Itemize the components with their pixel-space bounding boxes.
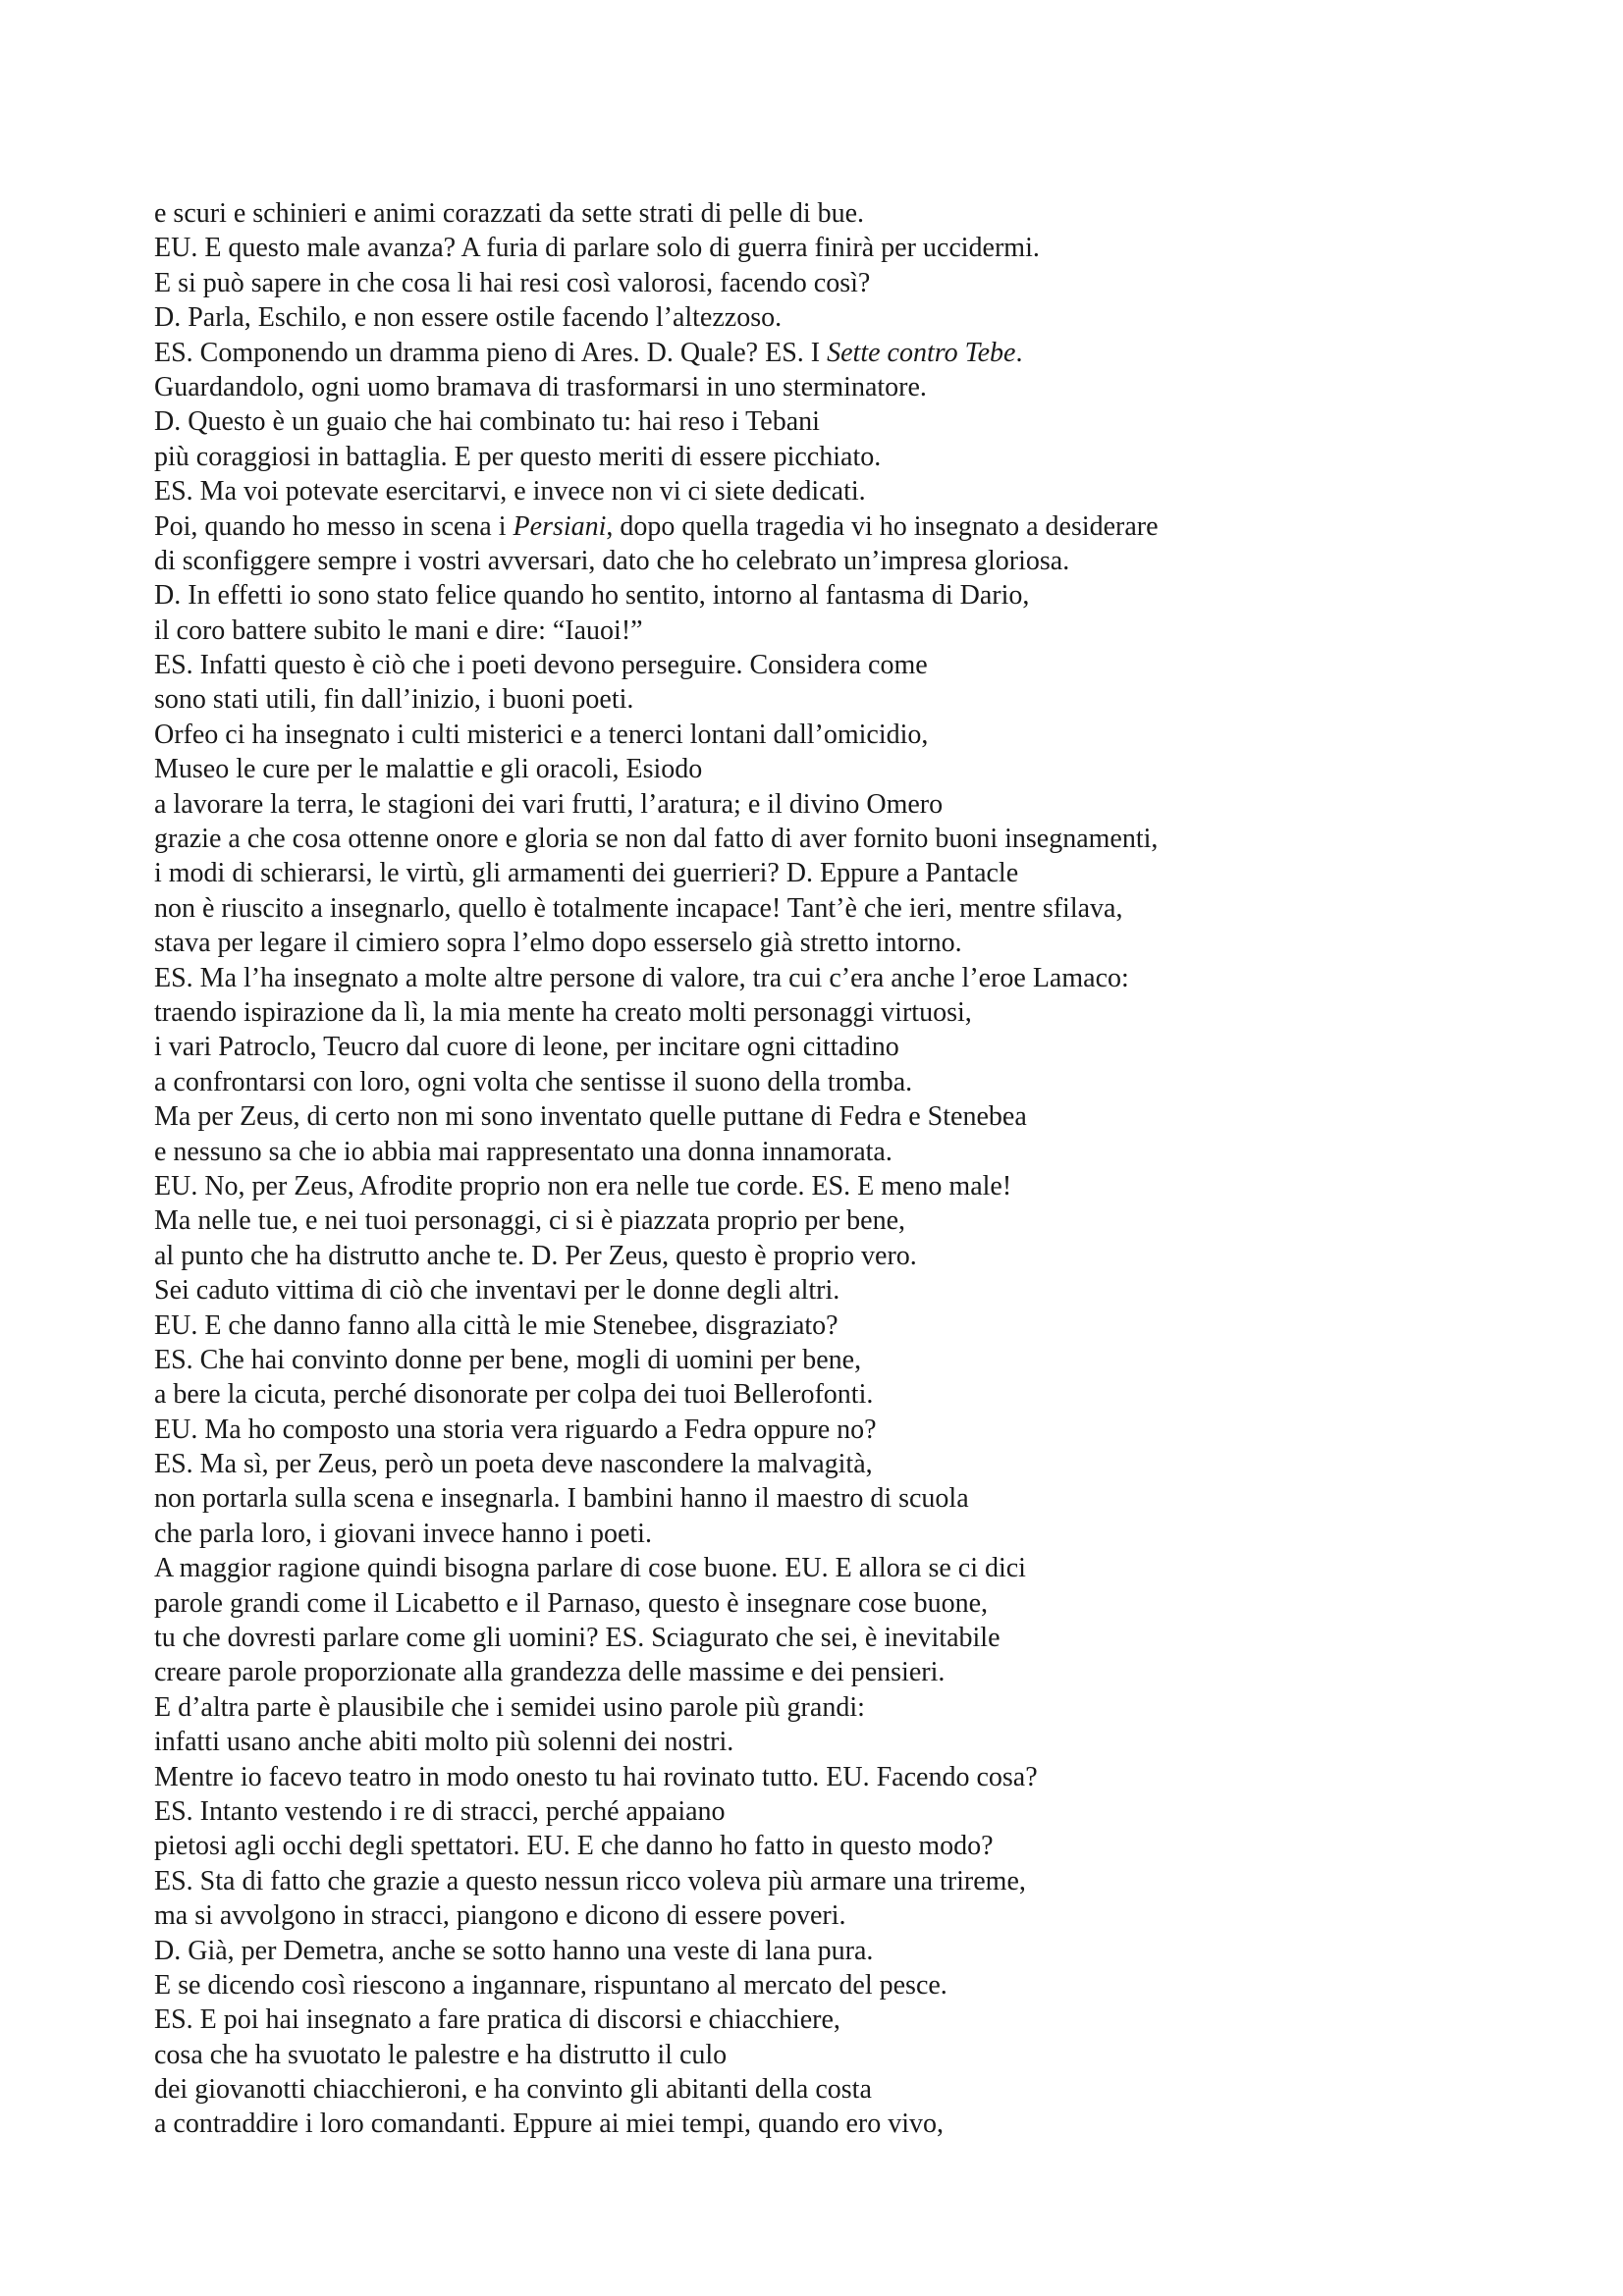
text-line: cosa che ha svuotato le palestre e ha distrutto il culo: [154, 2039, 728, 2070]
text-line: sono stati utili, fin dall’inizio, i buoni poeti.: [154, 684, 634, 716]
text-line: EU. E che danno fanno alla città le mie Stenebee, disgraziato?: [154, 1309, 839, 1341]
text-line: D. Già, per Demetra, anche se sotto hanno una veste di lana pura.: [154, 1935, 874, 1966]
text-line: ES. Sta di fatto che grazie a questo nessun ricco voleva più armare una trireme,: [154, 1865, 1026, 1896]
text-line: Guardandolo, ogni uomo bramava di trasformarsi in uno sterminatore.: [154, 371, 927, 402]
text-line: Ma nelle tue, e nei tuoi personaggi, ci si è piazzata proprio per bene,: [154, 1205, 906, 1237]
text-line: non portarla sulla scena e insegnarla. I bambini hanno il maestro di scuola: [154, 1483, 969, 1515]
text-line: non è riuscito a insegnarlo, quello è totalmente incapace! Tant’è che ieri, mentre sfilava,: [154, 892, 1123, 924]
text-line: [154, 336, 1529, 370]
text-line: Ma per Zeus, di certo non mi sono inventato quelle puttane di Fedra e Stenebea: [154, 1101, 1027, 1133]
text-line: tu che dovresti parlare come gli uomini? ES. Sciagurato che sei, è inevitabile: [154, 1623, 1001, 1654]
text-line: A maggior ragione quindi bisogna parlare di cose buone. EU. E allora se ci dici: [154, 1553, 1026, 1584]
text-line: a confrontarsi con loro, ogni volta che sentisse il suono della tromba.: [154, 1066, 913, 1097]
text-line: di sconfiggere sempre i vostri avversari, dato che ho celebrato un’impresa gloriosa.: [154, 545, 1070, 576]
italic-title: Persiani: [513, 510, 607, 542]
text-line: a contraddire i loro comandanti. Eppure ai miei tempi, quando ero vivo,: [154, 2109, 944, 2140]
text-line: pietosi agli occhi degli spettatori. EU. E che danno ho fatto in questo modo?: [154, 1831, 994, 1862]
text-line: traendo ispirazione da lì, la mia mente ha creato molti personaggi virtuosi,: [154, 996, 972, 1028]
text-line: Orfeo ci ha insegnato i culti misterici e a tenerci lontani dall’omicidio,: [154, 719, 929, 750]
text-line: ES. Infatti questo è ciò che i poeti devono perseguire. Considera come: [154, 650, 928, 681]
text-line: EU. E questo male avanza? A furia di parlare solo di guerra finirà per uccidermi.: [154, 233, 1040, 264]
text-line: i vari Patroclo, Teucro dal cuore di leone, per incitare ogni cittadino: [154, 1032, 899, 1063]
text-line: ES. Ma voi potevate esercitarvi, e invece non vi ci siete dedicati.: [154, 476, 866, 507]
text-line: Mentre io facevo teatro in modo onesto tu hai rovinato tutto. EU. Facendo cosa?: [154, 1761, 1038, 1792]
text-line: al punto che ha distrutto anche te. D. Per Zeus, questo è proprio vero.: [154, 1240, 917, 1271]
text-line: grazie a che cosa ottenne onore e gloria se non dal fatto di aver fornito buoni insegnamenti,: [154, 824, 1159, 855]
text-line: E d’altra parte è plausibile che i semidei usino parole più grandi:: [154, 1691, 865, 1723]
text-line: Sei caduto vittima di ciò che inventavi per le donne degli altri.: [154, 1275, 840, 1307]
text-line: i modi di schierarsi, le virtù, gli armamenti dei guerrieri? D. Eppure a Pantacle: [154, 858, 1019, 889]
text-line: EU. Ma ho composto una storia vera riguardo a Fedra oppure no?: [154, 1414, 877, 1445]
text-line: che parla loro, i giovani invece hanno i poeti.: [154, 1518, 652, 1549]
text-line: D. In effetti io sono stato felice quando ho sentito, intorno al fantasma di Dario,: [154, 580, 1030, 612]
text-line: creare parole proporzionate alla grandezza delle massime e dei pensieri.: [154, 1657, 946, 1688]
text-line: parole grandi come il Licabetto e il Parnaso, questo è insegnare cose buone,: [154, 1587, 989, 1619]
text-line-segment: ES. Componendo un dramma pieno di Ares. D. Quale? ES. I: [154, 337, 828, 368]
body-text: [154, 196, 1529, 2142]
text-line: D. Questo è un guaio che hai combinato tu: hai reso i Tebani: [154, 406, 820, 438]
text-line: E si può sapere in che cosa li hai resi così valorosi, facendo così?: [154, 267, 871, 298]
text-line: ES. E poi hai insegnato a fare pratica di discorsi e chiacchiere,: [154, 2004, 840, 2036]
text-line: a lavorare la terra, le stagioni dei vari frutti, l’aratura; e il divino Omero: [154, 788, 944, 820]
text-line: ES. Che hai convinto donne per bene, mogli di uomini per bene,: [154, 1344, 862, 1375]
text-line-segment: , dopo quella tragedia vi ho insegnato a desiderare: [606, 510, 1159, 542]
text-line: D. Parla, Eschilo, e non essere ostile facendo l’altezzoso.: [154, 302, 783, 334]
text-line: ES. Ma l’ha insegnato a molte altre persone di valore, tra cui c’era anche l’eroe Lamaco:: [154, 962, 1129, 993]
text-line: stava per legare il cimiero sopra l’elmo dopo esserselo già stretto intorno.: [154, 928, 962, 959]
text-line-segment: Poi, quando ho messo in scena i: [154, 510, 514, 542]
text-line: e nessuno sa che io abbia mai rappresentato una donna innamorata.: [154, 1136, 893, 1167]
text-line: il coro battere subito le mani e dire: “Iauoi!”: [154, 614, 643, 646]
text-line: Museo le cure per le malattie e gli oracoli, Esiodo: [154, 754, 703, 785]
text-line: più coraggiosi in battaglia. E per questo meriti di essere picchiato.: [154, 441, 882, 472]
text-line-segment: .: [1015, 337, 1023, 368]
text-line: a bere la cicuta, perché disonorate per colpa dei tuoi Bellerofonti.: [154, 1379, 874, 1411]
text-line: infatti usano anche abiti molto più solenni dei nostri.: [154, 1727, 734, 1758]
text-line: e scuri e schinieri e animi corazzati da sette strati di pelle di bue.: [154, 198, 865, 229]
text-line: dei giovanotti chiacchieroni, e ha convinto gli abitanti della costa: [154, 2074, 872, 2106]
italic-title: Sette contro Tebe: [827, 337, 1016, 368]
text-line: ES. Ma sì, per Zeus, però un poeta deve nascondere la malvagità,: [154, 1449, 873, 1480]
text-line: E se dicendo così riescono a ingannare, rispuntano al mercato del pesce.: [154, 1969, 947, 2001]
text-line: EU. No, per Zeus, Afrodite proprio non era nelle tue corde. ES. E meno male!: [154, 1170, 1012, 1201]
text-line: ES. Intanto vestendo i re di stracci, perché appaiano: [154, 1795, 726, 1827]
text-line: [154, 509, 1529, 544]
text-line: ma si avvolgono in stracci, piangono e dicono di essere poveri.: [154, 1900, 846, 1932]
